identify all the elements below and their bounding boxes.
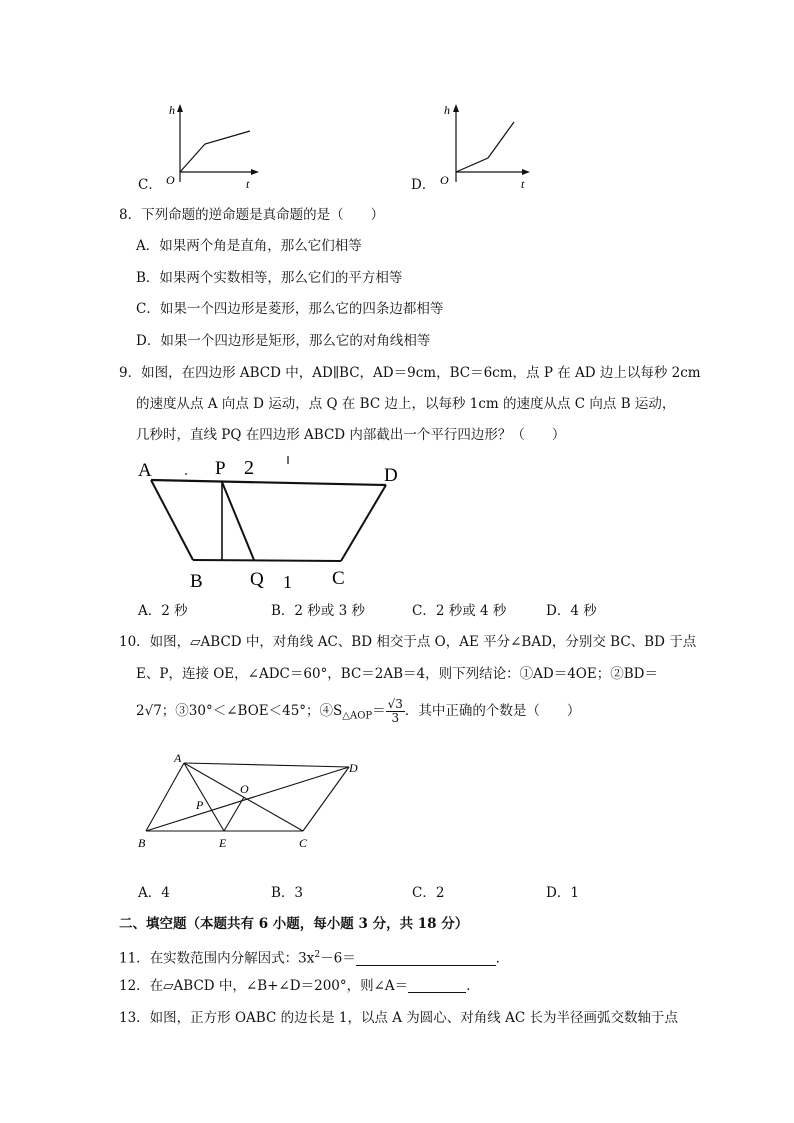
q11-exponent: 2 <box>314 950 321 960</box>
q8-option-b: B．如果两个实数相等，那么它们的平方相等 <box>136 270 403 286</box>
q9-option-b: B．2 秒或 3 秒 <box>271 603 365 619</box>
q9-line-1: 9．如图，在四边形 ABCD 中，AD∥BC，AD＝9cm，BC＝6cm，点 P 在 AD 边上以每秒 2cm <box>119 365 701 381</box>
q7d-axis-t: t <box>521 177 525 191</box>
q10-figure <box>134 748 364 854</box>
q12-answer-blank[interactable] <box>408 978 466 993</box>
q10-fraction <box>386 698 405 725</box>
q7-option-d-graph <box>434 102 534 194</box>
q10-line-2: E、P，连接 OE，∠ADC＝60°，BC＝2AB＝4，则下列结论：①AD＝4OE；②BD＝ <box>136 666 658 682</box>
q8-option-c: C．如果一个四边形是菱形，那么它的四条边都相等 <box>136 301 444 317</box>
q8-stem: 8．下列命题的逆命题是真命题的是（ ） <box>119 207 385 223</box>
q7c-axis-t: t <box>246 177 250 191</box>
q11-answer-blank[interactable] <box>356 951 496 966</box>
q12-end: ． <box>466 978 480 994</box>
q10-line-3 <box>136 694 580 728</box>
q9-label-p: P <box>215 458 226 479</box>
q11-end: ． <box>495 950 510 967</box>
q9-option-d: D．4 秒 <box>546 603 597 619</box>
q7c-origin: O <box>166 173 175 187</box>
q9-option-c: C．2 秒或 4 秒 <box>412 603 507 619</box>
q9-line-2: 的速度从点 A 向点 D 运动，点 Q 在 BC 边上，以每秒 1cm 的速度从点 C 向点 B 运动， <box>136 396 676 412</box>
q10-line-3-start: 2√7；③30°＜∠BOE＜45°；④S <box>136 703 343 719</box>
q13-line-1: 13．如图，正方形 OABC 的边长是 1，以点 A 为圆心、对角线 AC 长为半径画弧交数轴于点 <box>119 1010 678 1026</box>
section-2-title: 二、填空题（本题共有 6 小题，每小题 3 分，共 18 分） <box>119 916 469 932</box>
q10-option-b: B．3 <box>271 885 304 901</box>
q9-handwritten-2: 2 <box>244 457 254 479</box>
q12-text: 12．在▱ABCD 中，∠B+∠D＝200°，则∠A＝ <box>119 978 409 994</box>
q8-option-d: D．如果一个四边形是矩形，那么它的对角线相等 <box>136 333 431 349</box>
q10-line-1: 10．如图，▱ABCD 中，对角线 AC、BD 相交于点 O，AE 平分∠BAD，分别交 BC、BD 于点 <box>119 634 697 650</box>
q9-label-q: Q <box>250 569 264 590</box>
q10-option-c: C．2 <box>412 885 445 901</box>
q11-text: 11．在实数范围内分解因式：3x <box>119 950 315 967</box>
q12-line <box>119 976 480 996</box>
q9-label-b: B <box>190 571 203 592</box>
q10-label-c: C <box>299 836 308 850</box>
q10-label-d: D <box>349 761 358 775</box>
q10-label-o: O <box>240 782 249 796</box>
q10-line-3-end: ．其中正确的个数是（ ） <box>404 703 581 719</box>
q7d-axis-h: h <box>444 103 450 117</box>
q10-fraction-numerator: √3 <box>387 697 403 711</box>
q7c-axis-h: h <box>169 103 175 117</box>
q9-line-3: 几秒时，直线 PQ 在四边形 ABCD 内部截出一个平行四边形？（ ） <box>136 427 566 443</box>
q10-equals: ＝ <box>372 703 386 719</box>
q10-label-b: B <box>138 836 146 850</box>
q7-option-c-graph <box>160 102 260 194</box>
q9-figure <box>130 450 420 595</box>
q9-option-a: A．2 秒 <box>138 603 188 619</box>
q7-option-c-label: C． <box>138 177 162 193</box>
q10-label-a: A <box>174 751 182 765</box>
q9-label-a: A <box>138 460 152 481</box>
q7-option-d-label: D． <box>411 177 436 193</box>
q10-option-d: D．1 <box>546 885 579 901</box>
q10-fraction-denominator: 3 <box>391 711 400 725</box>
q8-option-a: A．如果两个角是直角，那么它们相等 <box>136 238 362 254</box>
q11-line <box>119 945 509 969</box>
q9-handwritten-1: 1 <box>283 572 292 592</box>
q9-label-d: D <box>384 465 398 486</box>
q10-option-a: A．4 <box>138 885 170 901</box>
q7d-origin: O <box>440 173 449 187</box>
q10-label-e: E <box>219 836 227 850</box>
q10-label-p: P <box>196 798 204 812</box>
q11-middle: －6＝ <box>320 950 356 967</box>
q9-label-c: C <box>332 568 345 589</box>
q10-area-subscript: △AOP <box>342 710 373 722</box>
